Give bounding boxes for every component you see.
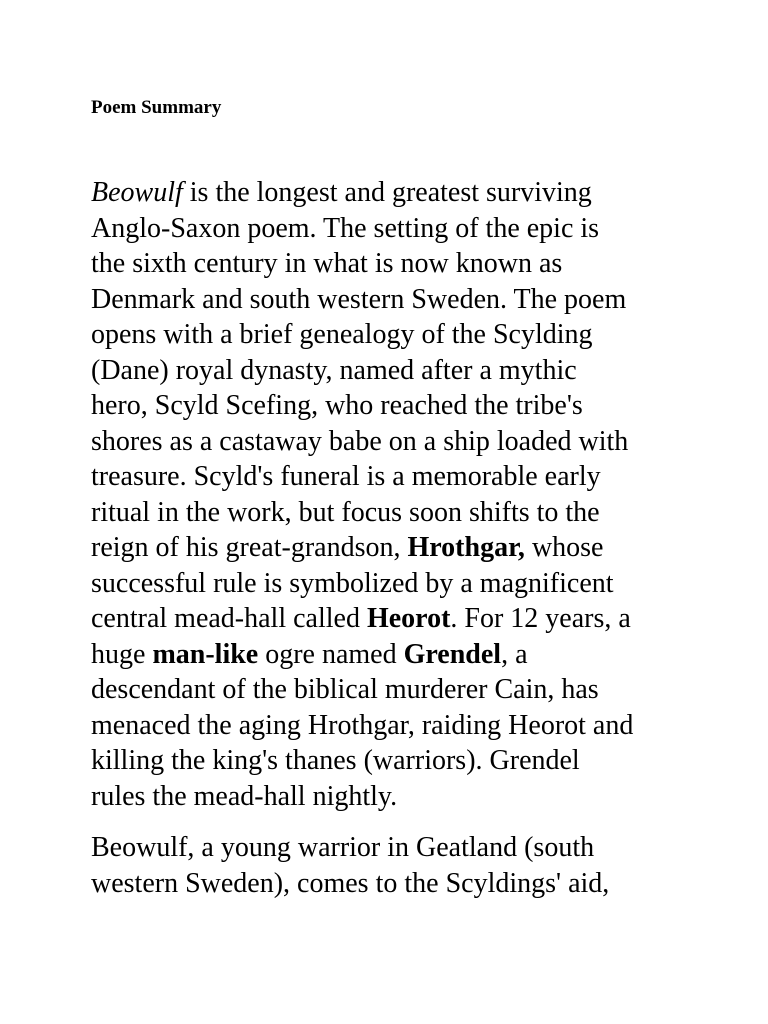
text-line: [91, 830, 741, 866]
document-body: [91, 175, 741, 901]
bold-text: man-like: [152, 638, 259, 670]
text-segment: ritual in the work, but focus soon shifts to the: [91, 496, 600, 528]
paragraph-2: [91, 830, 741, 901]
text-line: [91, 637, 741, 673]
text-segment: successful rule is symbolized by a magnificent: [91, 567, 614, 599]
text-segment: ogre named: [258, 638, 404, 670]
paragraph-gap: [91, 814, 741, 830]
text-segment: , a: [501, 638, 528, 670]
bold-text: Hrothgar,: [407, 532, 525, 563]
text-line: [91, 601, 741, 637]
text-segment: western Sweden), comes to the Scyldings' aid,: [91, 867, 610, 899]
text-line: [91, 743, 741, 779]
text-line: [91, 175, 741, 211]
text-line: [91, 282, 741, 318]
text-segment: (Dane) royal dynasty, named after a mythic: [91, 354, 577, 386]
text-line: [91, 866, 741, 902]
text-segment: Anglo-Saxon poem. The setting of the epic is: [91, 212, 600, 244]
text-line: [91, 495, 741, 531]
text-segment: treasure. Scyld's funeral is a memorable early: [91, 461, 601, 492]
text-line: [91, 211, 741, 247]
text-segment: reign of his great-grandson,: [91, 532, 408, 563]
text-segment: hero, Scyld Scefing, who reached the tribe's: [91, 390, 583, 421]
text-line: [91, 317, 741, 353]
paragraph-1: [91, 175, 741, 814]
text-segment: . For 12 years, a: [450, 603, 631, 634]
text-line: [91, 779, 741, 815]
text-line: [91, 424, 741, 460]
text-line: [91, 530, 741, 566]
text-segment: opens with a brief genealogy of the Scylding: [91, 319, 593, 350]
text-segment: menaced the aging Hrothgar, raiding Heorot and: [91, 709, 634, 741]
text-segment: central mead-hall called: [91, 603, 367, 634]
text-segment: is the longest and greatest surviving: [182, 177, 592, 208]
text-segment: whose: [524, 532, 604, 563]
text-line: [91, 388, 741, 424]
text-segment: Denmark and south western Sweden. The poem: [91, 283, 627, 315]
page-title: Poem Summary: [91, 97, 222, 118]
text-segment: huge: [91, 638, 153, 670]
bold-text: Heorot: [366, 603, 451, 634]
text-line: [91, 566, 741, 602]
text-line: [91, 246, 741, 282]
text-segment: Beowulf, a young warrior in Geatland (south: [91, 832, 595, 863]
text-line: [91, 708, 741, 744]
text-line: [91, 353, 741, 389]
text-segment: descendant of the biblical murderer Cain, has: [91, 674, 599, 705]
bold-text: Grendel: [403, 638, 502, 670]
text-segment: shores as a castaway babe on a ship loaded with: [91, 425, 629, 457]
text-segment: the sixth century in what is now known as: [91, 248, 563, 279]
text-segment: killing the king's thanes (warriors). Grendel: [91, 745, 580, 776]
italic-text: Beowulf: [91, 177, 183, 208]
text-line: [91, 459, 741, 495]
text-segment: rules the mead-hall nightly.: [91, 780, 398, 812]
text-line: [91, 672, 741, 708]
